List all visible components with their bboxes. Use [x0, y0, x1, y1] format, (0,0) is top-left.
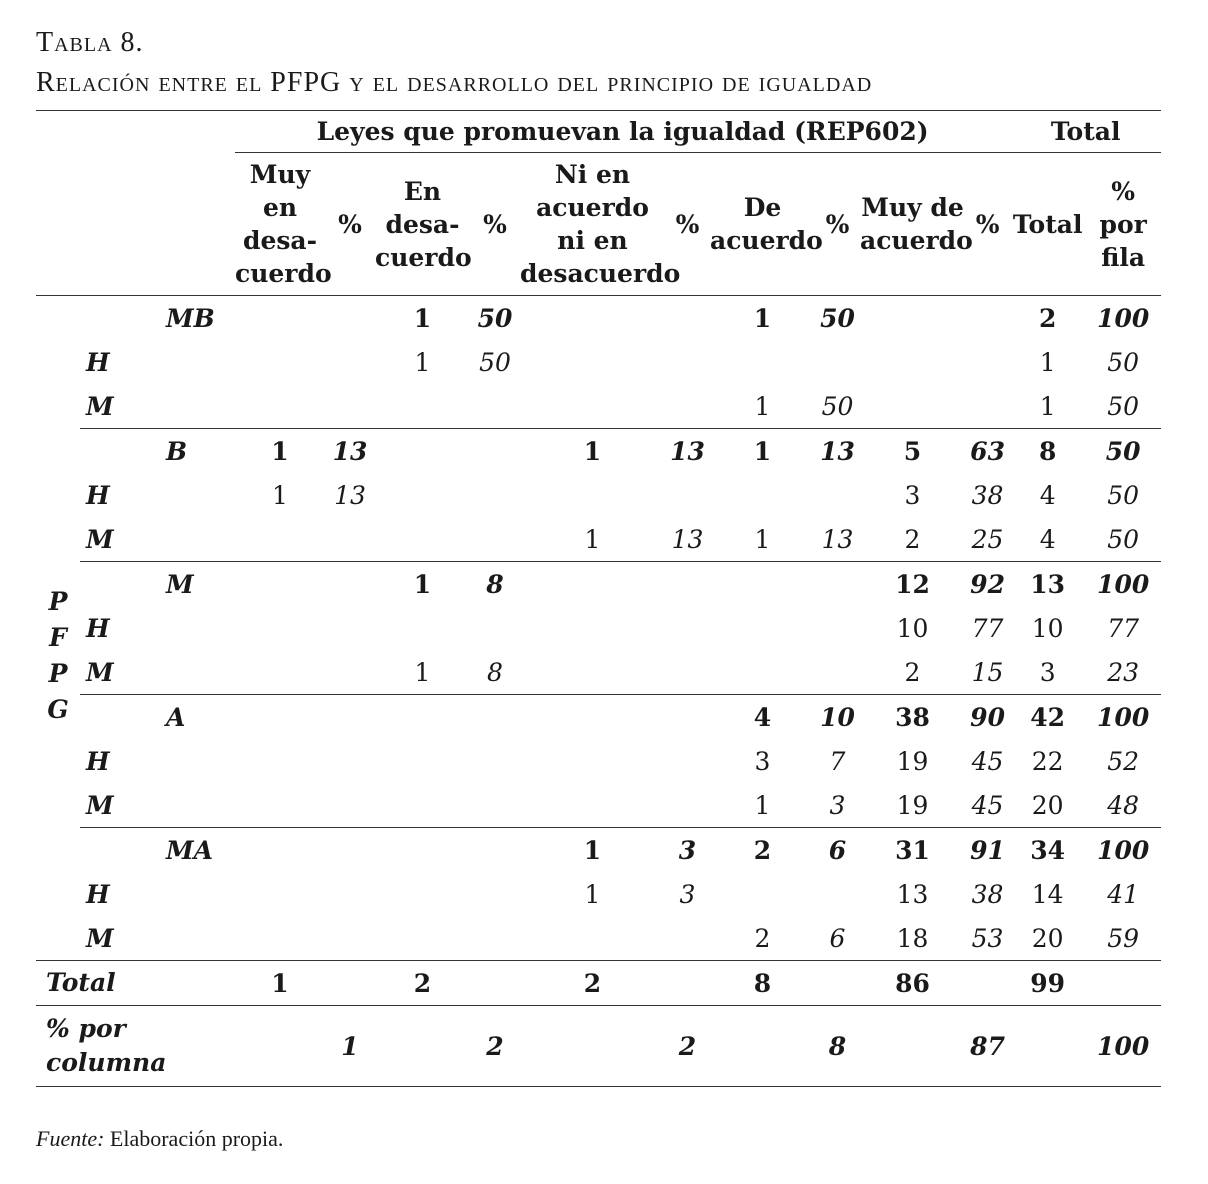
table-row-sub: [36, 384, 1161, 429]
table-row-level: [36, 296, 1161, 341]
table-cell: 1: [414, 657, 431, 687]
table-row-sub: [36, 783, 1161, 828]
source-text: Elaboración propia.: [104, 1126, 284, 1151]
table-cell: 19: [896, 790, 929, 820]
table-cell: [375, 606, 470, 650]
table-cell: 10: [896, 613, 929, 643]
table-cell: 50: [1085, 429, 1161, 474]
table-cell: [815, 872, 860, 916]
table-cell: 41: [1107, 879, 1140, 909]
table-cell: 4: [1039, 480, 1056, 510]
table-row-sub: [36, 872, 1161, 916]
table-cell: [665, 650, 710, 695]
row-label: H: [86, 879, 110, 909]
table-cell: 100: [1085, 1006, 1161, 1087]
table-cell: [235, 739, 325, 783]
table-cell: 38: [860, 695, 965, 740]
table-cell: 1: [754, 524, 771, 554]
table-cell: [665, 916, 710, 961]
table-cell: [470, 739, 520, 783]
row-label: H: [86, 746, 110, 776]
table-cell: 3: [754, 746, 771, 776]
row-label: M: [86, 657, 114, 687]
table-cell: [470, 872, 520, 916]
table-row-sub: [36, 517, 1161, 562]
side-label-pfpg: P F P G: [36, 296, 80, 961]
table-cell: 13: [1010, 562, 1085, 607]
table-cell: [520, 739, 665, 783]
table-cell: [710, 872, 815, 916]
pct-row-label-text: % por columna: [46, 1014, 167, 1077]
table-cell: [235, 783, 325, 828]
table-cell: 45: [971, 746, 1004, 776]
table-cell: [470, 473, 520, 517]
table-cell: 4: [710, 695, 815, 740]
table-cell: [325, 828, 375, 873]
table-row-sub: [36, 473, 1161, 517]
table-cell: [325, 296, 375, 341]
table-cell: 99: [1010, 961, 1085, 1006]
table-cell: [470, 384, 520, 429]
table-cell: 1: [1039, 391, 1056, 421]
table-cell: [375, 828, 470, 873]
table-cell: [520, 606, 665, 650]
table-cell: [325, 517, 375, 562]
table-cell: [520, 296, 665, 341]
table-cell: 92: [965, 562, 1010, 607]
table-cell: [375, 872, 470, 916]
table-cell: [520, 340, 665, 384]
table-cell: [815, 606, 860, 650]
table-cell: 31: [860, 828, 965, 873]
table-cell: [710, 473, 815, 517]
table-cell: 50: [470, 296, 520, 341]
table-cell: [235, 562, 325, 607]
col-muy-desacuerdo: Muy en desa- cuerdo: [235, 160, 332, 288]
table-row-level: [36, 828, 1161, 873]
table-cell: 1: [584, 524, 601, 554]
table-row-sub: [36, 650, 1161, 695]
table-row-level: [36, 562, 1161, 607]
table-cell: 7: [829, 746, 846, 776]
table-row-sub: [36, 739, 1161, 783]
table-cell: [860, 296, 965, 341]
table-cell: [665, 473, 710, 517]
table-cell: 1: [272, 480, 288, 510]
table-cell: [235, 695, 325, 740]
table-cell: 10: [1031, 613, 1064, 643]
table-cell: [470, 783, 520, 828]
table-cell: [710, 650, 815, 695]
col-pct-fila: % por fila: [1099, 176, 1147, 272]
table-cell: 1: [235, 961, 325, 1006]
table-cell: 50: [479, 347, 511, 377]
table-cell: 50: [821, 391, 854, 421]
table-cell: [965, 296, 1010, 341]
row-label: H: [86, 613, 110, 643]
table-cell: 13: [896, 879, 929, 909]
row-label: MB: [80, 296, 235, 341]
pct-row-label: [36, 1006, 235, 1087]
table-cell: [815, 562, 860, 607]
table-cell: 1: [710, 296, 815, 341]
table-cell: [520, 473, 665, 517]
table-cell: 20: [1031, 790, 1064, 820]
col-pct-4: %: [825, 209, 850, 239]
table-cell: [965, 961, 1010, 1006]
table-cell: 45: [971, 790, 1004, 820]
table-cell: [1085, 961, 1161, 1006]
table-cell: [965, 340, 1010, 384]
table-cell: 6: [815, 828, 860, 873]
table-cell: 59: [1107, 923, 1140, 953]
table-cell: 8: [1010, 429, 1085, 474]
table-cell: [325, 961, 375, 1006]
table-cell: [325, 562, 375, 607]
table-number: Tabla 8.: [36, 27, 144, 58]
table-cell: 42: [1010, 695, 1085, 740]
table-cell: [470, 606, 520, 650]
table-cell: 13: [821, 524, 854, 554]
table-cell: 13: [334, 480, 366, 510]
table-cell: [665, 296, 710, 341]
table-cell: [520, 650, 665, 695]
table-cell: [375, 429, 470, 474]
total-group-header: Total: [1010, 111, 1161, 153]
table-cell: 100: [1085, 695, 1161, 740]
table-cell: [325, 695, 375, 740]
table-cell: 6: [829, 923, 846, 953]
table-cell: 100: [1085, 296, 1161, 341]
table-cell: 13: [325, 429, 375, 474]
table-cell: [710, 562, 815, 607]
table-cell: [470, 517, 520, 562]
table-cell: 2: [1010, 296, 1085, 341]
table-cell: [375, 473, 470, 517]
table-cell: [325, 783, 375, 828]
table-cell: 1: [520, 828, 665, 873]
table-cell: 13: [665, 429, 710, 474]
table-row-sub: [36, 606, 1161, 650]
table-cell: 1: [325, 1006, 375, 1087]
table-cell: [470, 429, 520, 474]
table-cell: 15: [971, 657, 1004, 687]
row-label: M: [86, 923, 114, 953]
table-cell: [815, 961, 860, 1006]
table-cell: 100: [1085, 562, 1161, 607]
table-cell: [665, 384, 710, 429]
table-cell: 1: [375, 562, 470, 607]
table-cell: [815, 473, 860, 517]
table-cell: [375, 695, 470, 740]
table-cell: [665, 606, 710, 650]
table-cell: 8: [487, 657, 503, 687]
table-cell: 1: [754, 790, 771, 820]
table-cell: [815, 650, 860, 695]
table-cell: 77: [971, 613, 1004, 643]
table-cell: 8: [470, 562, 520, 607]
table-cell: 2: [754, 923, 771, 953]
table-cell: 50: [1107, 391, 1140, 421]
table-cell: 2: [470, 1006, 520, 1087]
row-label: M: [80, 562, 235, 607]
table-cell: [520, 916, 665, 961]
table-cell: [325, 872, 375, 916]
table-cell: [375, 1006, 470, 1087]
table-cell: 23: [1107, 657, 1140, 687]
table-cell: 8: [815, 1006, 860, 1087]
col-ni: Ni en acuerdo ni en desacuerdo: [520, 160, 681, 288]
header-row-columns: [36, 153, 1161, 296]
table-cell: [665, 695, 710, 740]
row-label: B: [80, 429, 235, 474]
table-cell: 22: [1031, 746, 1064, 776]
table-cell: 3: [904, 480, 921, 510]
table-cell: [470, 695, 520, 740]
row-label: H: [86, 480, 110, 510]
table-cell: [375, 916, 470, 961]
table-cell: 2: [520, 961, 665, 1006]
table-cell: [235, 296, 325, 341]
table-cell: 1: [414, 347, 431, 377]
table-cell: 1: [710, 429, 815, 474]
table-cell: 1: [235, 429, 325, 474]
table-cell: [325, 650, 375, 695]
header-row-group: [36, 111, 1161, 153]
table-cell: 2: [904, 524, 921, 554]
table-cell: 13: [671, 524, 704, 554]
col-pct-2: %: [483, 209, 507, 239]
table-cell: [1010, 1006, 1085, 1087]
table-cell: [665, 562, 710, 607]
table-title: Relación entre el PFPG y el desarrollo del principio de igualdad: [36, 67, 873, 98]
table-cell: [235, 650, 325, 695]
table-cell: 48: [1107, 790, 1140, 820]
table-cell: 52: [1107, 746, 1140, 776]
table-cell: [815, 340, 860, 384]
table-cell: [860, 1006, 965, 1087]
table-cell: [860, 340, 965, 384]
table-row-pct-column: [36, 1006, 1161, 1087]
table-cell: 1: [375, 296, 470, 341]
table-cell: 1: [1039, 347, 1056, 377]
table-cell: [235, 384, 325, 429]
col-en-desacuerdo: En desa- cuerdo: [375, 176, 472, 272]
table-cell: [325, 384, 375, 429]
table-cell: 77: [1107, 613, 1140, 643]
table-cell: 5: [860, 429, 965, 474]
table-cell: [325, 340, 375, 384]
col-pct-5: %: [975, 209, 1000, 239]
row-label: M: [86, 391, 114, 421]
table-cell: 91: [965, 828, 1010, 873]
table-cell: [665, 739, 710, 783]
table-cell: [665, 340, 710, 384]
table-row-level: [36, 695, 1161, 740]
table-cell: 10: [815, 695, 860, 740]
table-row-level: [36, 429, 1161, 474]
data-table: [36, 110, 1161, 1087]
table-cell: [375, 517, 470, 562]
table-row-total: [36, 961, 1161, 1006]
table-cell: 20: [1031, 923, 1064, 953]
table-cell: 63: [965, 429, 1010, 474]
table-cell: [325, 606, 375, 650]
table-cell: 34: [1010, 828, 1085, 873]
table-cell: 2: [710, 828, 815, 873]
table-row-sub: [36, 340, 1161, 384]
table-cell: [665, 961, 710, 1006]
table-cell: 38: [971, 879, 1004, 909]
table-cell: 3: [665, 828, 710, 873]
row-label: M: [86, 790, 114, 820]
table-cell: [235, 517, 325, 562]
table-cell: 2: [665, 1006, 710, 1087]
table-cell: [965, 384, 1010, 429]
total-row-label: Total: [36, 961, 235, 1006]
table-cell: 1: [520, 429, 665, 474]
table-cell: 38: [971, 480, 1004, 510]
source-label: Fuente:: [36, 1126, 105, 1151]
table-cell: [665, 783, 710, 828]
table-cell: [375, 783, 470, 828]
table-cell: 86: [860, 961, 965, 1006]
table-caption: [36, 26, 1166, 100]
table-cell: [860, 384, 965, 429]
table-cell: 100: [1085, 828, 1161, 873]
table-cell: 53: [971, 923, 1004, 953]
data-table-wrapper: [36, 110, 1161, 1087]
table-cell: [325, 739, 375, 783]
table-cell: 12: [860, 562, 965, 607]
row-label: M: [86, 524, 114, 554]
table-cell: [235, 872, 325, 916]
table-cell: 1: [754, 391, 771, 421]
table-cell: 50: [1107, 480, 1140, 510]
table-body: [36, 296, 1161, 1087]
table-cell: 50: [815, 296, 860, 341]
table-cell: [325, 916, 375, 961]
table-cell: [235, 916, 325, 961]
table-cell: [375, 739, 470, 783]
table-cell: 4: [1039, 524, 1056, 554]
table-cell: [520, 384, 665, 429]
col-pct-1: %: [338, 209, 362, 239]
table-cell: 87: [965, 1006, 1010, 1087]
row-label: H: [86, 347, 110, 377]
table-cell: 3: [829, 790, 846, 820]
table-cell: 50: [1107, 347, 1140, 377]
group-header: Leyes que promuevan la igualdad (REP602): [235, 111, 1010, 153]
table-cell: [710, 606, 815, 650]
table-cell: [470, 961, 520, 1006]
table-cell: [375, 384, 470, 429]
table-cell: [470, 916, 520, 961]
table-cell: [470, 828, 520, 873]
table-cell: 18: [896, 923, 929, 953]
row-label: MA: [80, 828, 235, 873]
table-cell: 90: [965, 695, 1010, 740]
table-cell: 50: [1107, 524, 1140, 554]
table-source: [36, 1126, 283, 1152]
table-cell: [235, 1006, 325, 1087]
table-cell: 1: [584, 879, 601, 909]
col-de-acuerdo: De acuerdo: [710, 193, 823, 255]
table-cell: [520, 783, 665, 828]
table-cell: [710, 340, 815, 384]
table-cell: 14: [1031, 879, 1064, 909]
table-cell: 19: [896, 746, 929, 776]
table-cell: 3: [1039, 657, 1056, 687]
table-cell: 13: [815, 429, 860, 474]
table-cell: 2: [904, 657, 921, 687]
table-row-sub: [36, 916, 1161, 961]
row-label: A: [80, 695, 235, 740]
table-cell: [520, 562, 665, 607]
table-cell: [710, 1006, 815, 1087]
table-cell: [520, 1006, 665, 1087]
table-cell: 3: [679, 879, 696, 909]
col-total: Total: [1012, 209, 1083, 239]
table-cell: 2: [375, 961, 470, 1006]
table-cell: [235, 828, 325, 873]
table-cell: [520, 695, 665, 740]
col-pct-3: %: [675, 209, 700, 239]
table-cell: [235, 340, 325, 384]
table-cell: [235, 606, 325, 650]
table-cell: 8: [710, 961, 815, 1006]
table-cell: 25: [971, 524, 1004, 554]
col-muy-acuerdo: Muy de acuerdo: [860, 193, 973, 255]
